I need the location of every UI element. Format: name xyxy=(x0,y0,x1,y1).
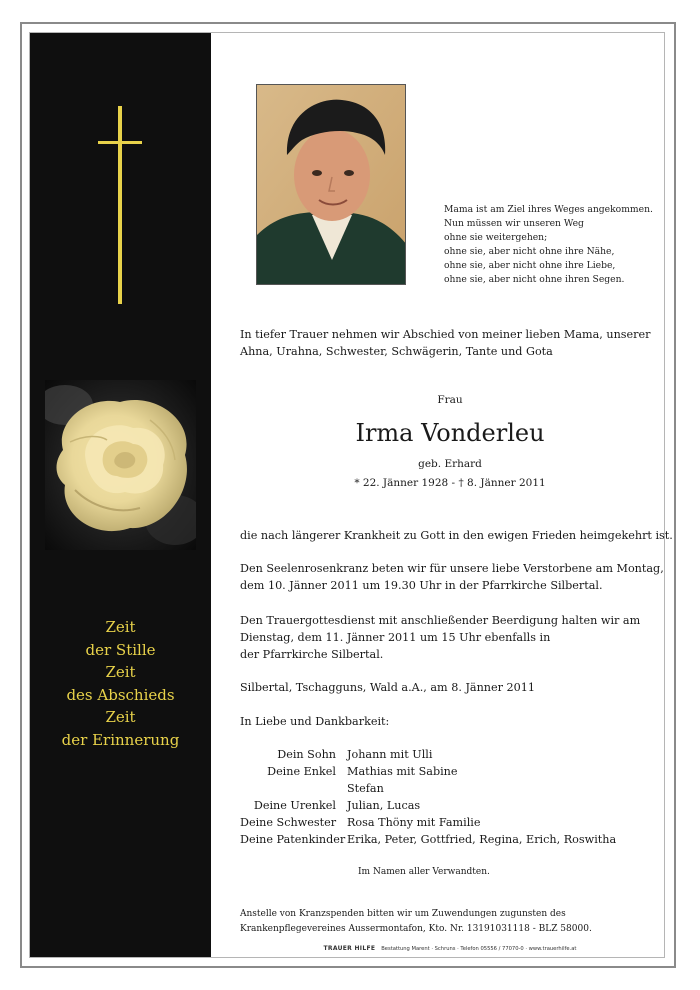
passing-text xyxy=(240,527,673,544)
poem-line: der Erinnerung xyxy=(61,730,180,749)
family-relation: Deine Patenkinder xyxy=(240,833,346,846)
family-row xyxy=(240,814,665,831)
family-names: Mathias mit Sabine xyxy=(347,765,458,778)
family-row xyxy=(240,797,665,814)
verse-line: Nun müssen wir unseren Weg xyxy=(444,218,584,229)
salutation: Frau xyxy=(437,394,463,406)
donation-line: Anstelle von Kranzspenden bitten wir um Zuwendungen zugunsten des xyxy=(240,909,566,919)
deceased-name: Irma Vonderleu xyxy=(355,419,545,447)
verse-line: ohne sie, aber nicht ohne ihren Segen. xyxy=(444,274,625,285)
life-dates: * 22. Jänner 1928 - † 8. Jänner 2011 xyxy=(354,477,546,489)
funeral-text xyxy=(240,612,665,663)
verse-line: ohne sie, aber nicht ohne ihre Liebe, xyxy=(444,260,616,271)
sidebar xyxy=(30,33,211,957)
poem-line: Zeit xyxy=(105,618,136,636)
family-row xyxy=(240,746,665,763)
intro-line: In tiefer Trauer nehmen wir Abschied von meiner lieben Mama, unserer xyxy=(240,328,651,341)
intro-line: Ahna, Urahna, Schwester, Schwägerin, Tante und Gota xyxy=(240,345,553,358)
portrait-photo xyxy=(256,84,406,285)
rosary-line: dem 10. Jänner 2011 um 19.30 Uhr in der Pfarrkirche Silbertal. xyxy=(240,579,603,592)
verse-line: ohne sie, aber nicht ohne ihre Nähe, xyxy=(444,246,615,257)
funeral-line: Dienstag, dem 11. Jänner 2011 um 15 Uhr ebenfalls in xyxy=(240,631,551,644)
family-relation: Deine Urenkel xyxy=(253,799,336,812)
rose-image xyxy=(45,380,196,550)
family-list xyxy=(240,746,665,848)
family-names: Julian, Lucas xyxy=(347,799,421,812)
cross-icon xyxy=(98,106,142,304)
donation-note xyxy=(240,907,665,937)
memorial-verse xyxy=(444,203,664,287)
family-names: Stefan xyxy=(347,782,384,795)
relatives-note: Im Namen aller Verwandten. xyxy=(358,867,490,877)
sidebar-poem xyxy=(30,616,211,752)
verse-line: Mama ist am Ziel ihres Weges angekommen. xyxy=(444,204,653,215)
rosary-line: Den Seelenrosenkranz beten wir für unsere liebe Verstorbene am Montag, xyxy=(240,562,664,575)
family-row xyxy=(240,831,665,848)
imprint xyxy=(240,945,660,952)
imprint-brand: TRAUER HILFE xyxy=(323,945,376,952)
poem-line: der Stille xyxy=(85,640,156,659)
imprint-details: Bestattung Marent · Schruns · Telefon 05556 / 77070-0 · www.trauerhilfe.at xyxy=(381,946,577,952)
family-relation: Deine Schwester xyxy=(240,816,337,829)
poem-line: Zeit xyxy=(105,663,136,682)
gratitude-line: In Liebe und Dankbarkeit: xyxy=(240,715,390,728)
gratitude xyxy=(240,713,665,730)
poem-line: Zeit xyxy=(105,708,136,727)
family-names: Erika, Peter, Gottfried, Regina, Erich, Roswitha xyxy=(347,833,617,846)
rosary-text xyxy=(240,560,665,594)
funeral-line: der Pfarrkirche Silbertal. xyxy=(240,648,384,661)
place-date-line: Silbertal, Tschagguns, Wald a.A., am 8. Jänner 2011 xyxy=(240,681,536,694)
birth-name: geb. Erhard xyxy=(418,458,482,470)
poem-line: des Abschieds xyxy=(66,685,175,704)
family-row xyxy=(240,780,665,797)
family-names: Johann mit Ulli xyxy=(347,748,433,761)
family-names: Rosa Thöny mit Familie xyxy=(347,816,481,829)
verse-line: ohne sie weitergehen; xyxy=(444,232,548,243)
family-relation xyxy=(240,780,347,797)
family-row xyxy=(240,763,665,780)
donation-line: Krankenpflegevereines Aussermontafon, Kto. Nr. 13191031118 - BLZ 58000. xyxy=(240,924,592,934)
family-relation: Dein Sohn xyxy=(277,748,336,761)
family-relation: Deine Enkel xyxy=(267,765,336,778)
funeral-line: Den Trauergottesdienst mit anschließender Beerdigung halten wir am xyxy=(240,614,641,627)
place-date xyxy=(240,679,665,696)
intro-text xyxy=(240,326,665,360)
passing-line: die nach längerer Krankheit zu Gott in den ewigen Frieden heimgekehrt ist. xyxy=(240,529,673,542)
